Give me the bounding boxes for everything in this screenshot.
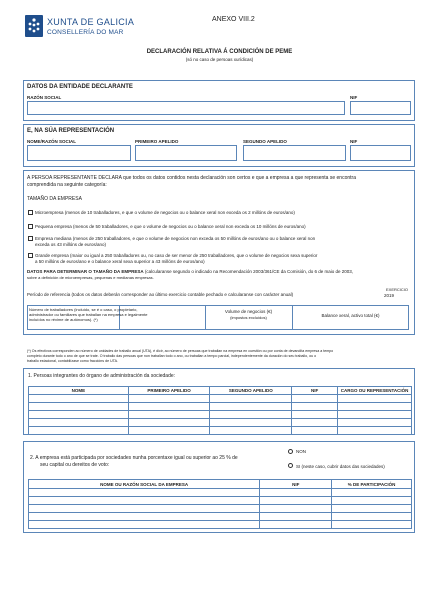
table-cell[interactable] (292, 403, 338, 411)
workers-label-line3: incluídos no réxime de autónomos). (*) (29, 317, 98, 322)
micro-company-label: Microempresa (menos de 10 traballadores, e que o volume de negocios ou o balance xeral non exceda os 2 millóns de euros/ano) (35, 210, 295, 215)
table-row (29, 419, 412, 427)
table-cell[interactable] (128, 395, 210, 403)
footnote-line3: traballo estacional, contabilízase como fraccións de UTA. (27, 359, 119, 363)
participation-question-line2: seu capital ou dereitos de voto: (40, 462, 110, 468)
workers-input[interactable] (150, 308, 204, 326)
members-header-name: NOME (29, 387, 129, 395)
medium-company-label-line1: Empresa mediana (menos de 250 traballadores, e que o volume de negocios non exceda os 50 millóns de euros/ano ou o balance xeral non (35, 236, 316, 241)
participation-header-nif: NIF (260, 480, 332, 489)
members-header-nif: NIF (292, 387, 338, 395)
workers-label-line2: administrador ou familiares que traballan na empresa e legalmente (29, 312, 148, 317)
exercise-label: EXERCICIO (386, 287, 409, 292)
table-cell[interactable] (210, 395, 292, 403)
razon-social-label: RAZÓN SOCIAL (27, 95, 62, 100)
table-cell[interactable] (29, 419, 129, 427)
table-cell[interactable] (338, 419, 412, 427)
table-cell[interactable] (29, 411, 129, 419)
declaration-intro-line2: comprendida na seguinte categoría: (27, 182, 107, 188)
table-cell[interactable] (210, 411, 292, 419)
reference-period-text: Período de referencia (todos os datos deberán corresponder ao último exercicio contable pechado e calcularanse con carácter anual) (27, 292, 294, 297)
table-cell[interactable] (29, 521, 260, 529)
participation-no-label: NON (296, 449, 306, 454)
participation-yes-label: SI (neste caso, cubrir datos das sociedades) (296, 464, 385, 469)
small-company-label: Pequena empresa (menos de 50 traballadores, e que o volume de negocios ou o balance xeral non exceda os 10 millóns de euros/ano) (35, 224, 306, 229)
representative-section-title: E, NA SÚA REPRESENTACIÓN (27, 128, 115, 134)
table-cell[interactable] (338, 403, 412, 411)
large-company-label-line1: Grande empresa (maior ou igual a 250 traballadores ou, no caso de ser menor de 250 traballadores, que o volume de negocios sexa superior (35, 253, 318, 258)
table-cell[interactable] (332, 497, 412, 505)
document-subtitle: (só no caso de persoas xurídicas) (185, 57, 254, 62)
large-company-checkbox[interactable] (28, 253, 33, 258)
table-cell[interactable] (292, 395, 338, 403)
rep-first-surname-field[interactable] (135, 145, 237, 161)
members-header-first-surname: PRIMEIRO APELIDO (128, 387, 210, 395)
razon-social-field[interactable] (27, 101, 345, 115)
participation-question-line1: 2. A empresa está participada por sociedades nunha porcentaxe igual ou superior ao 25 % de (30, 455, 238, 461)
members-table (28, 386, 412, 435)
table-row (29, 521, 412, 529)
size-data-note2: sobre a definición de microempresas, pequenas e medianas empresas. (27, 275, 154, 280)
rep-second-surname-field[interactable] (243, 145, 346, 161)
entity-section-title: DATOS DA ENTIDADE DECLARANTE (27, 84, 133, 90)
participation-header-name: NOME OU RAZÓN SOCIAL DA EMPRESA (29, 480, 260, 489)
table-cell[interactable] (210, 427, 292, 435)
org-name: XUNTA DE GALICIA (47, 17, 135, 27)
table-cell[interactable] (210, 419, 292, 427)
table-cell[interactable] (128, 427, 210, 435)
table-cell[interactable] (332, 489, 412, 497)
entity-nif-label: NIF (350, 95, 358, 100)
turnover-note: (impostos excluídos) (230, 315, 267, 320)
size-data-heading (27, 269, 353, 275)
table-cell[interactable] (292, 419, 338, 427)
members-header-role: CARGO OU REPRESENTACIÓN (338, 387, 412, 395)
table-row (29, 395, 412, 403)
footnote-line2: completo durante todo o ano de que se trate. O traballo das persoas que non traballan todo o ano, ou traballan a tempo parcial, independentemente da duración do seu traballo, ou o (27, 354, 317, 358)
table-cell[interactable] (128, 419, 210, 427)
table-cell[interactable] (338, 395, 412, 403)
exercise-year: 2019 (383, 293, 394, 298)
table-row (29, 505, 412, 513)
small-company-checkbox[interactable] (28, 224, 33, 229)
table-row (29, 403, 412, 411)
table-cell[interactable] (292, 427, 338, 435)
company-size-label: TAMAÑO DA EMPRESA (27, 196, 82, 202)
medium-company-checkbox[interactable] (28, 236, 33, 241)
table-cell[interactable] (332, 505, 412, 513)
entity-nif-field[interactable] (350, 101, 411, 115)
table-cell[interactable] (128, 403, 210, 411)
table-cell[interactable] (332, 521, 412, 529)
table-row (29, 427, 412, 435)
table-cell[interactable] (128, 411, 210, 419)
table-cell[interactable] (260, 521, 332, 529)
large-company-label-line2: a 50 millóns de euros/ano e o balance xeral sexa superior a 43 millóns de euros/ano) (35, 259, 205, 264)
xunta-logo-icon (25, 15, 43, 37)
table-cell[interactable] (260, 497, 332, 505)
size-data-note: (calcularanse segundo o indicado na Recomendación 2003/361/CE da Comisión, do 6 de maio de 2003, (144, 269, 353, 274)
rep-nif-field[interactable] (350, 145, 411, 161)
table-row (29, 489, 412, 497)
rep-nif-label: NIF (350, 139, 358, 144)
declaration-intro-line1: A PERSOA REPRESENTANTE DECLARA que todos os datos contidos nesta declaración son certos e que a empresa a que representa se encontra (27, 175, 356, 181)
size-data-title: DATOS PARA DETERMINAR O TAMAÑO DA EMPRESA (27, 269, 144, 274)
participation-header-percent: % DE PARTICIPACIÓN (332, 480, 412, 489)
table-cell[interactable] (338, 411, 412, 419)
members-header-second-surname: SEGUNDO APELIDO (210, 387, 292, 395)
participation-yes-radio[interactable] (288, 463, 293, 468)
department-name: CONSELLERÍA DO MAR (47, 29, 124, 36)
medium-company-label-line2: exceda os 43 millóns de euros/ano) (35, 242, 107, 247)
members-title: 1. Persoas integrantes do órgano de administración da sociedade: (28, 373, 176, 379)
document-title: DECLARACIÓN RELATIVA Á CONDICIÓN DE PEME (146, 49, 293, 55)
table-row (29, 497, 412, 505)
annex-label: ANEXO VIII.2 (212, 16, 255, 23)
table-cell[interactable] (260, 513, 332, 521)
participation-no-radio[interactable] (288, 449, 293, 454)
rep-name-field[interactable] (27, 145, 131, 161)
rep-name-label: NOME/RAZÓN SOCIAL (27, 139, 76, 144)
rep-first-surname-label: PRIMEIRO APELIDO (135, 139, 179, 144)
table-cell[interactable] (29, 513, 260, 521)
table-row (29, 513, 412, 521)
table-cell[interactable] (338, 427, 412, 435)
turnover-label: Volume de negocios (€) (224, 309, 273, 314)
table-cell[interactable] (29, 395, 129, 403)
table-cell[interactable] (29, 489, 260, 497)
table-cell[interactable] (29, 505, 260, 513)
table-cell[interactable] (260, 489, 332, 497)
rep-second-surname-label: SEGUNDO APELIDO (243, 139, 287, 144)
table-cell[interactable] (260, 505, 332, 513)
table-cell[interactable] (292, 411, 338, 419)
table-cell[interactable] (332, 513, 412, 521)
footnote-line1: (*) Os efectivos corresponden ao número de unidades de traballo anual (UTA), é dicir, ao número de persoas que traballan na empresa en cuestión ou por conta de devandita empresa a tempo (27, 349, 334, 353)
balance-label: Balance xeral, activo total (€) (321, 313, 380, 318)
table-row (29, 411, 412, 419)
table-cell[interactable] (29, 497, 260, 505)
table-cell[interactable] (29, 427, 129, 435)
micro-company-checkbox[interactable] (28, 210, 33, 215)
table-cell[interactable] (210, 403, 292, 411)
table-cell[interactable] (29, 403, 129, 411)
workers-label-line1: Número de traballadores (incluído, se é o caso, o propietario, (29, 307, 138, 312)
participation-table (28, 479, 412, 529)
